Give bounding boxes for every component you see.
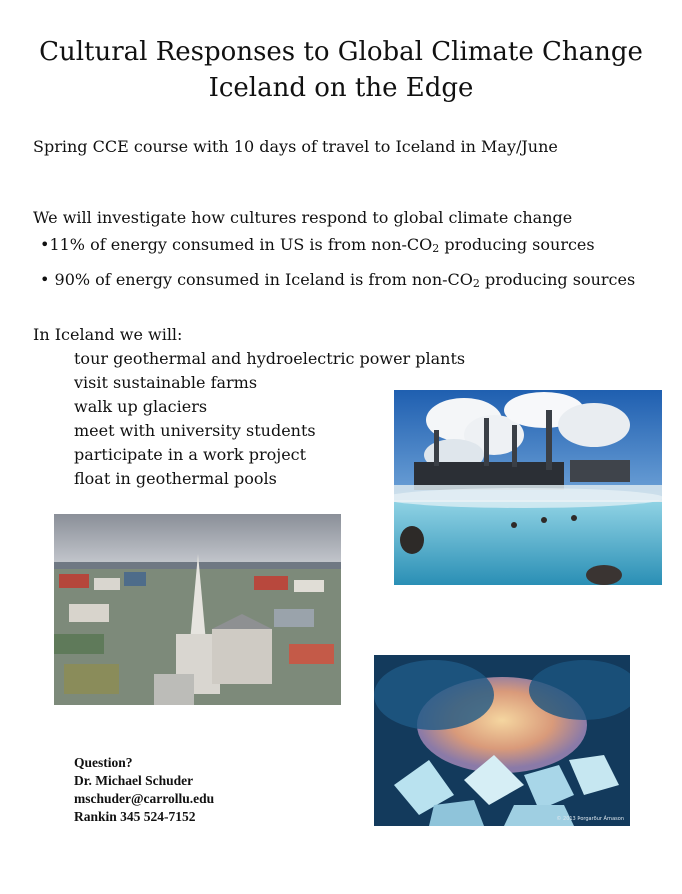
contact-name: Dr. Michael Schuder <box>74 773 194 788</box>
geothermal-lagoon-photo <box>394 390 662 585</box>
page-title-line1: Cultural Responses to Global Climate Change <box>39 37 643 67</box>
ice-cave-photo <box>374 655 630 826</box>
ice-cave-illustration <box>374 655 630 826</box>
iceland-bullet-text: • 90% of energy consumed in Iceland is from non-CO <box>40 270 473 289</box>
activity-item: float in geothermal pools <box>74 469 277 488</box>
contact-block <box>74 754 214 826</box>
activity-item: participate in a work project <box>74 445 307 464</box>
contact-question: Question? <box>74 755 133 770</box>
us-bullet-tail: producing sources <box>439 235 595 254</box>
us-bullet-text: •11% of energy consumed in US is from non-CO <box>40 235 433 254</box>
reykjavik-illustration <box>54 514 341 705</box>
activities-heading: In Iceland we will: <box>33 325 183 344</box>
us-bullet-subscript: 2 <box>432 242 440 255</box>
iceland-bullet-subscript: 2 <box>472 277 480 290</box>
course-intro: Spring CCE course with 10 days of travel to Iceland in May/June <box>33 137 558 156</box>
activity-item: visit sustainable farms <box>74 373 258 392</box>
activity-item: walk up glaciers <box>74 397 208 416</box>
contact-email: mschuder@carrollu.edu <box>74 791 215 806</box>
iceland-bullet-tail: producing sources <box>479 270 636 289</box>
activity-item: tour geothermal and hydroelectric power plants <box>74 349 466 368</box>
photo-credit: © 2013 Þorgarður Árnason <box>556 816 624 822</box>
contact-phone: Rankin 345 524-7152 <box>74 809 196 824</box>
reykjavik-aerial-photo <box>54 514 341 705</box>
investigate-heading: We will investigate how cultures respond to global climate change <box>33 208 573 227</box>
geothermal-lagoon-illustration <box>394 390 662 585</box>
iceland-energy-bullet <box>40 270 635 294</box>
page-title-line2: Iceland on the Edge <box>208 73 474 103</box>
activity-item: meet with university students <box>74 421 316 440</box>
us-energy-bullet <box>40 235 595 259</box>
